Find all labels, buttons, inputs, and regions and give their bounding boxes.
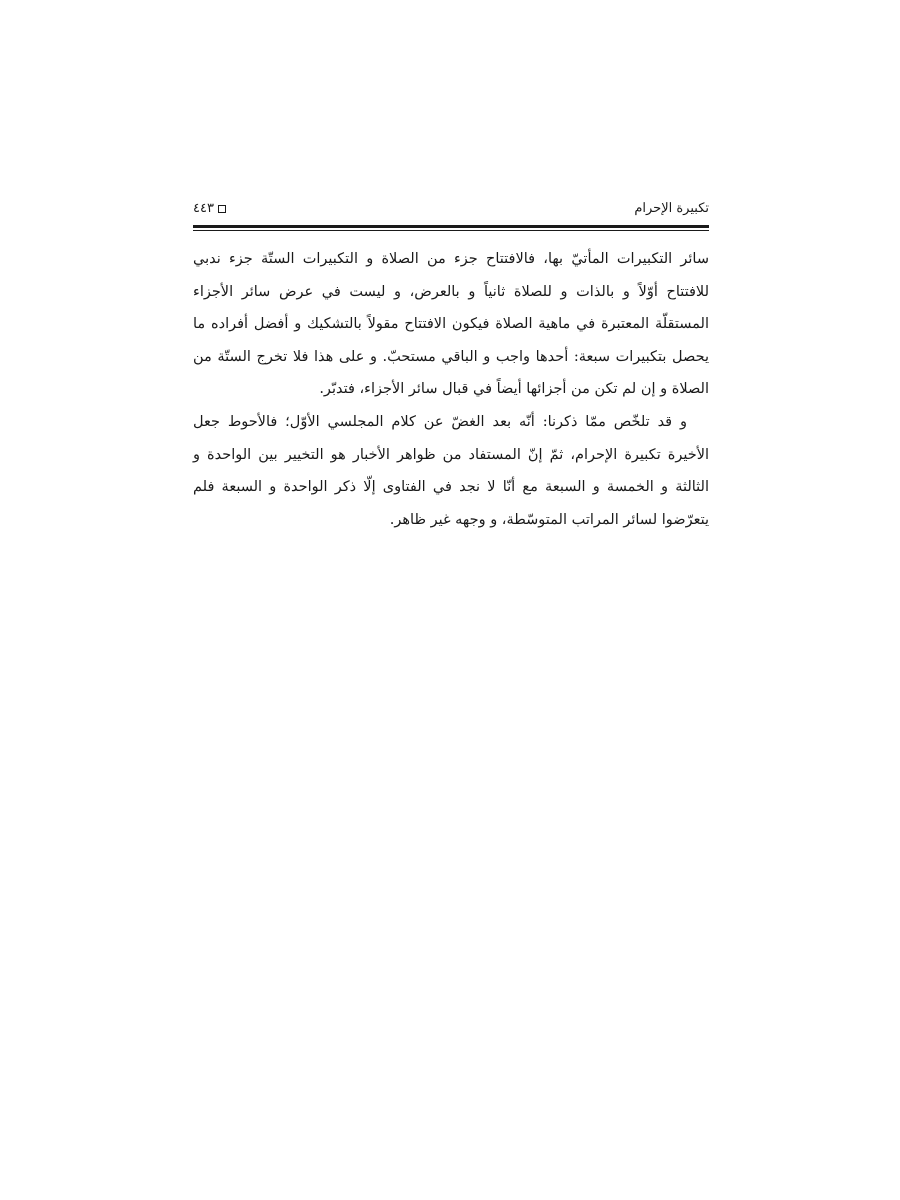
body-text (193, 243, 709, 536)
square-bullet-icon (218, 205, 226, 213)
page-number: ٤٤٣ (193, 201, 214, 216)
paragraph: و قد تلخّص ممّا ذكرنا: أنّه بعد الغضّ عن كلام المجلسي الأوّل؛ فالأحوط جعل الأخيرة تكبيرة الإحرام، ثمّ إنّ المستفاد من ظواهر الأخبار هو التخيير بين الواحدة و الثالثة و الخمسة و السبعة مع أنّا لا نجد في الفتاوى إلّا ذكر الواحدة و السبعة فلم يتعرّضوا لسائر المراتب المتوسّطة، و وجهه غير ظاهر. (193, 413, 709, 528)
book-page (193, 195, 709, 536)
header-rule-thick (193, 225, 709, 228)
paragraph: سائر التكبيرات المأتيّ بها، فالافتتاح جزء من الصلاة و التكبيرات الستّة جزء ندبي للافتتاح أوّلاً و بالذات و للصلاة ثانياً و بالعرض، و ليست في عرض سائر الأجزاء المستقلّة المعتبرة في ماهية الصلاة فيكون الافتتاح مقولاً بالتشكيك و أفضل أفراده ما يحصل بتكبيرات سبعة: أحدها واجب و الباقي مستحبّ. و على هذا فلا تخرج الستّة من الصلاة و إن لم تكن من أجزائها أيضاً في قبال سائر الأجزاء، فتدبّر. (193, 251, 709, 398)
chapter-title: تكبيرة الإحرام (634, 201, 709, 216)
running-header (193, 195, 709, 225)
page-number-group (193, 199, 226, 219)
header-rule-thin (193, 230, 709, 231)
